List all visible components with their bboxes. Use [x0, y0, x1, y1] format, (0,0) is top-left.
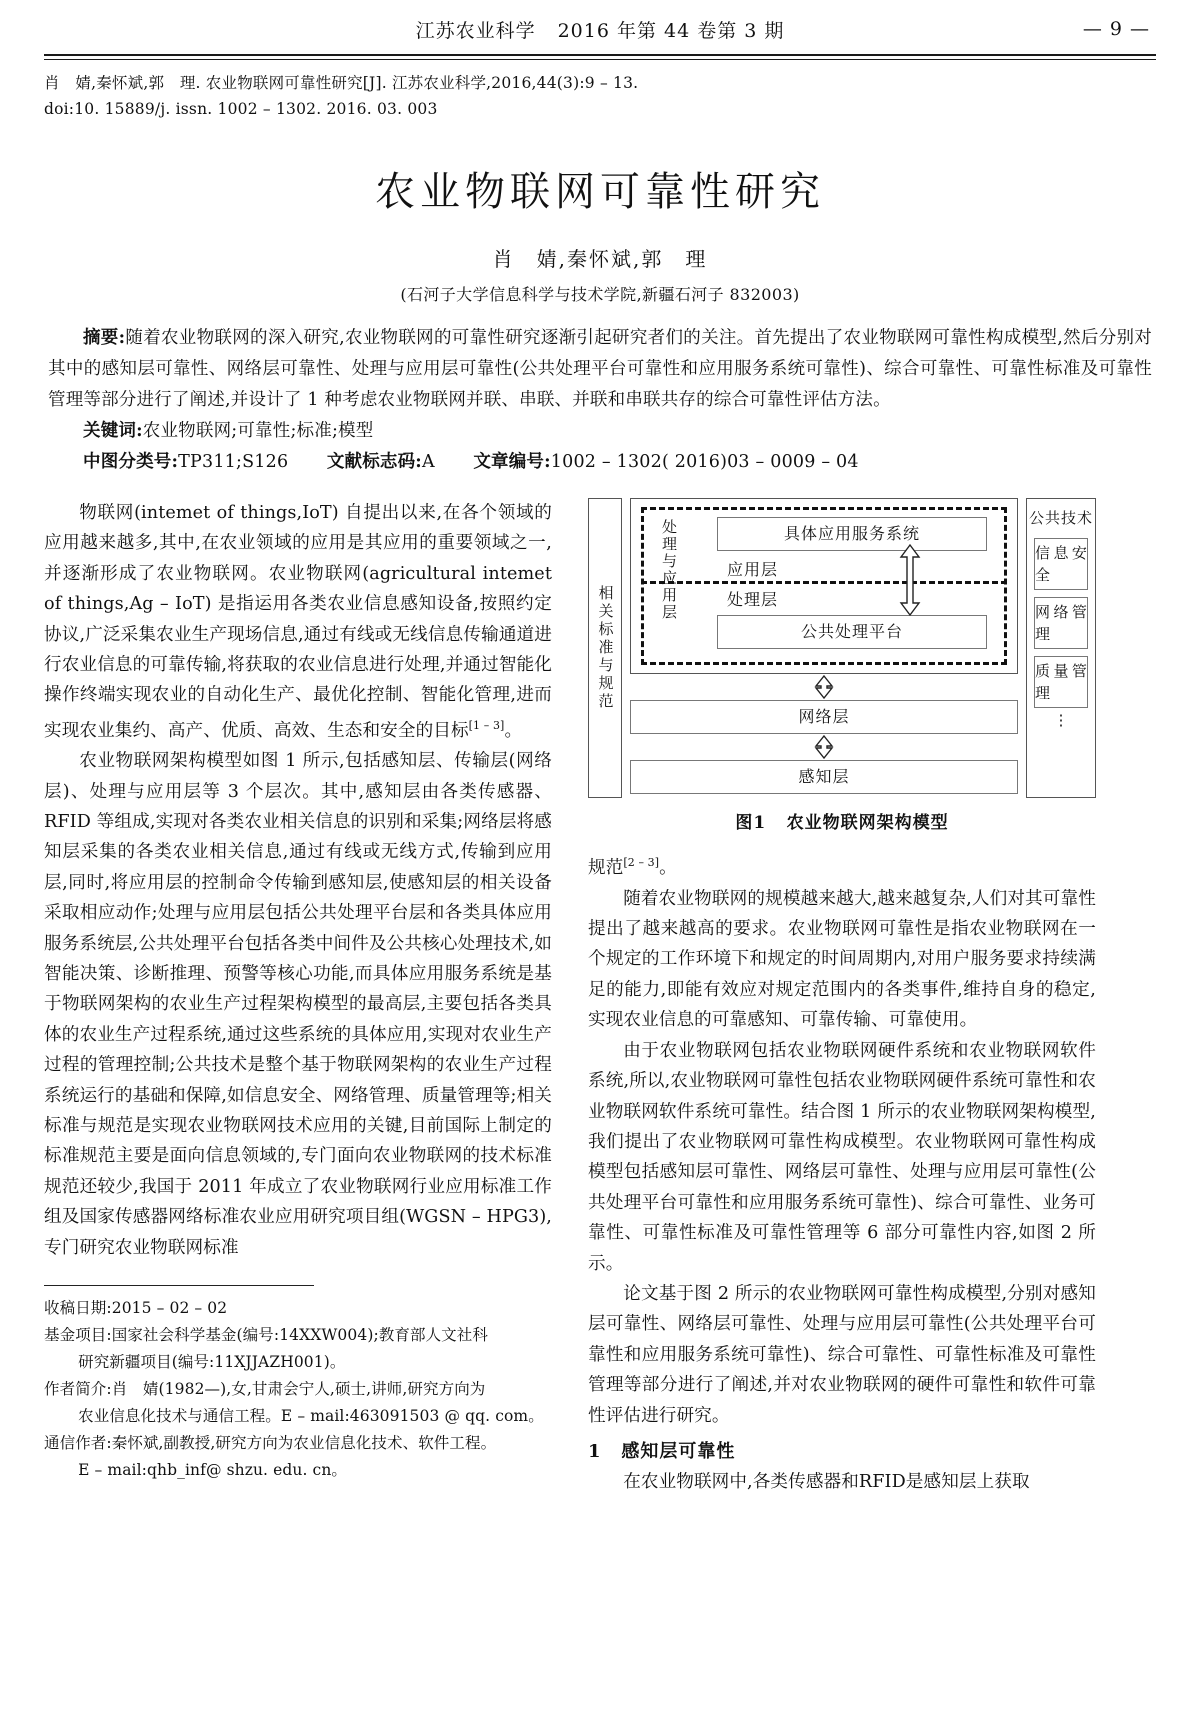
right-head-tail: 。	[659, 858, 677, 879]
processing-layer-label: 处理层	[727, 590, 779, 609]
page-number: — 9 —	[1082, 18, 1150, 40]
keywords-text: 农业物联网;可靠性;标准;模型	[142, 421, 374, 441]
corr-line-2: E – mail:qhb_inf@ shzu. edu. cn。	[78, 1461, 348, 1480]
network-layer-box: 网络层	[630, 700, 1018, 734]
right-paragraph-1: 随着农业物联网的规模越来越大,越来越复杂,人们对其可靠性提出了越来越高的要求。农业物联网可靠性是指农业物联网在一个规定的工作环境下和规定的时间周期内,对用户服务要求持续满足的能力,即能有效应对规定范围内的各类事件,维持自身的稳定,实现农业信息的可靠感知、可靠传输、可靠使用。	[588, 888, 1096, 1031]
bio-line-2: 农业信息化技术与通信工程。E – mail:463091503 @ qq. com。	[78, 1407, 544, 1426]
network-management-label: 网络管理	[1035, 603, 1087, 644]
affiliation: (石河子大学信息科学与技术学院,新疆石河子 832003)	[400, 285, 800, 304]
ellipsis-icon: ⋮	[1053, 711, 1069, 730]
page-title: 农业物联网可靠性研究	[375, 169, 825, 215]
abstract-block	[44, 323, 1156, 478]
author-list: 肖 婧,秦怀斌,郭 理	[492, 247, 708, 271]
left-paragraph-1-tail: 。	[504, 720, 523, 741]
sensing-layer-box: 感知层	[630, 760, 1018, 794]
arrow-network-to-sensing	[630, 734, 1018, 760]
section-number: 1	[588, 1440, 602, 1462]
section-title: 感知层可靠性	[621, 1440, 736, 1462]
corr-line-1: 秦怀斌,副教授,研究方向为农业信息化技术、软件工程。	[111, 1434, 497, 1453]
dashed-divider	[641, 581, 1007, 584]
right-paragraph-3: 论文基于图 2 所示的农业物联网可靠性构成模型,分别对感知层可靠性、网络层可靠性、处理与应用层可靠性(公共处理平台可靠性和应用服务系统可靠性)、综合可靠性、可靠性标准及可靠性管理等部分进行了阐述,并对农业物联网的硬件可靠性和软件可靠性评估进行研究。	[588, 1283, 1096, 1426]
article-number-label: 文章编号:	[473, 452, 551, 472]
left-paragraph-1	[44, 498, 552, 746]
citation-block	[44, 70, 1156, 122]
standards-vertical-box: 相关标准与规范	[588, 498, 622, 798]
received-value: 2015 – 02 – 02	[111, 1299, 228, 1318]
running-head	[44, 16, 1156, 50]
footnote-fund	[44, 1322, 552, 1349]
left-paragraph-1-text: 物联网(intemet of things,IoT) 自提出以来,在各个领域的应用越来越多,其中,在农业领域的应用是其应用的重要领域之一,并逐渐形成了农业物联网。农业物联网(agricultural intemet of things,Ag – IoT) 是指运用各类农业信息感知设备,按照约定协议,广泛采集农业生产现场信息,通过有线或无线信息传输通道进行农业信息的可靠传输,将获取的农业信息进行处理,并通过智能化操作终端实现农业的自动化生产、最优化控制、智能化管理,进而实现农业集约、高产、优质、高效、生态和安全的目标	[44, 503, 552, 741]
keywords-label: 关键词:	[83, 421, 143, 441]
bio-line-1: 肖 婧(1982—),女,甘肃会宁人,硕士,讲师,研究方向为	[111, 1380, 486, 1399]
ref-sup-2: [2 – 3]	[623, 856, 660, 870]
footnote-corresponding	[44, 1430, 552, 1457]
figure-caption	[588, 808, 1096, 838]
figure-caption-text: 农业物联网架构模型	[786, 813, 949, 833]
quality-management-label: 质量管理	[1035, 662, 1087, 703]
info-security-label: 信息安全	[1035, 544, 1087, 585]
double-arrow-icon	[814, 675, 834, 699]
footnote-received	[44, 1295, 552, 1322]
article-number-value: 1002 – 1302( 2016)03 – 0009 – 04	[550, 452, 859, 472]
figure-caption-label: 图1	[735, 813, 767, 833]
application-layer-label: 应用层	[727, 560, 779, 579]
figure-1	[588, 498, 1096, 838]
issue-info: 2016 年第 44 卷第 3 期	[557, 20, 785, 42]
clc-value: TP311;S126	[178, 452, 289, 472]
info-security-box	[1034, 538, 1088, 590]
left-paragraph-2: 农业物联网架构模型如图 1 所示,包括感知层、传输层(网络层)、处理与应用层等 3 个层次。其中,感知层由各类传感器、RFID 等组成,实现对各类农业相关信息的识别和采集;网络层将感知层采集的各类农业相关信息,通过有线或无线方式,传输到应用层,同时,将应用层的控制命令传输到感知层,使感知层的相关设备采取相应动作;处理与应用层包括公共处理平台层和各类具体应用服务系统层,公共处理平台包括各类中间件及公共核心处理技术,如智能决策、诊断推理、预警等核心功能,而具体应用服务系统是基于物联网架构的农业生产过程架构模型的最高层,主要包括各类具体的农业生产过程系统,通过这些系统的具体应用,实现对农业生产过程的管理控制;公共技术是整个基于物联网架构的农业生产过程系统运行的基础和保障,如信息安全、网络管理、质量管理等;相关标准与规范是实现农业物联网技术应用的关键,目前国际上制定的标准规范主要是面向信息领域的,专门面向农业物联网的技术标准规范还较少,我国于 2011 年成立了农业物联网行业应用标准工作组及国家传感器网络标准农业应用研究项目组(WGSN – HPG3),专门研究农业物联网标准	[44, 751, 552, 1258]
ref-sup-1: [1 – 3]	[468, 718, 505, 732]
arrow-proc-to-network	[630, 674, 1018, 700]
doc-value: A	[421, 452, 435, 472]
left-column	[44, 498, 552, 1498]
footnote-rule	[44, 1285, 314, 1286]
doc-label: 文献标志码:	[326, 452, 422, 472]
processing-application-layer-box	[630, 498, 1018, 674]
network-management-box	[1034, 597, 1088, 649]
fund-line-2: 研究新疆项目(编号:11XJJAZH001)。	[78, 1353, 346, 1372]
right-head-text: 规范	[588, 858, 624, 879]
public-platform-box: 公共处理平台	[717, 615, 987, 649]
public-technology-title: 公共技术	[1029, 509, 1094, 527]
double-arrow-icon	[814, 735, 834, 759]
fund-label: 基金项目:	[44, 1326, 112, 1345]
footnote-block	[44, 1277, 552, 1484]
footnote-bio	[44, 1376, 552, 1403]
public-technology-box	[1026, 498, 1096, 798]
abstract-label: 摘要:	[83, 328, 126, 348]
section-1-paragraph: 在农业物联网中,各类传感器和RFID是感知层上获取	[623, 1472, 1030, 1493]
journal-name: 江苏农业科学	[415, 20, 536, 42]
quality-management-box	[1034, 656, 1088, 708]
architecture-stack	[630, 498, 1018, 798]
keywords-line	[48, 416, 1152, 447]
fund-line-1: 国家社会科学基金(编号:14XXW004);教育部人文社科	[111, 1326, 488, 1345]
figure-diagram	[588, 498, 1096, 798]
citation-line-1: 肖 婧,秦怀斌,郭 理. 农业物联网可靠性研究[J]. 江苏农业科学,2016,44(3):9 – 13.	[44, 74, 639, 92]
citation-line-2: doi:10. 15889/j. issn. 1002 – 1302. 2016. 03. 003	[44, 100, 438, 118]
bio-label: 作者简介:	[44, 1380, 112, 1399]
clc-label: 中图分类号:	[83, 452, 179, 472]
section-heading-1	[588, 1437, 1096, 1467]
corr-label: 通信作者:	[44, 1434, 112, 1453]
right-paragraph-head	[588, 848, 1096, 883]
header-rule	[44, 54, 1156, 60]
right-paragraph-2: 由于农业物联网包括农业物联网硬件系统和农业物联网软件系统,所以,农业物联网可靠性包括农业物联网硬件系统可靠性和农业物联网软件系统可靠性。结合图 1 所示的农业物联网架构模型,我们提出了农业物联网可靠性构成模型。农业物联网可靠性构成模型包括感知层可靠性、网络层可靠性、处理与应用层可靠性(公共处理平台可靠性和应用服务系统可靠性)、综合可靠性、业务可靠性、可靠性标准及可靠性管理等 6 部分可靠性内容,如图 2 所示。	[588, 1040, 1096, 1274]
application-service-box: 具体应用服务系统	[717, 517, 987, 551]
received-label: 收稿日期:	[44, 1299, 112, 1318]
right-column	[588, 498, 1096, 1498]
double-arrow-inner-icon	[899, 543, 921, 617]
classification-line	[48, 447, 1152, 478]
abstract-text: 随着农业物联网的深入研究,农业物联网的可靠性研究逐渐引起研究者们的关注。首先提出了农业物联网可靠性构成模型,然后分别对其中的感知层可靠性、网络层可靠性、处理与应用层可靠性(公共处理平台可靠性和应用服务系统可靠性)、综合可靠性、可靠性标准及可靠性管理等部分进行了阐述,并设计了 1 种考虑农业物联网并联、串联、并联和串联共存的综合可靠性评估方法。	[48, 328, 1153, 410]
processing-application-label: 处理与应用层	[660, 519, 678, 621]
body-columns	[44, 498, 1156, 1498]
abstract-paragraph	[48, 323, 1152, 416]
